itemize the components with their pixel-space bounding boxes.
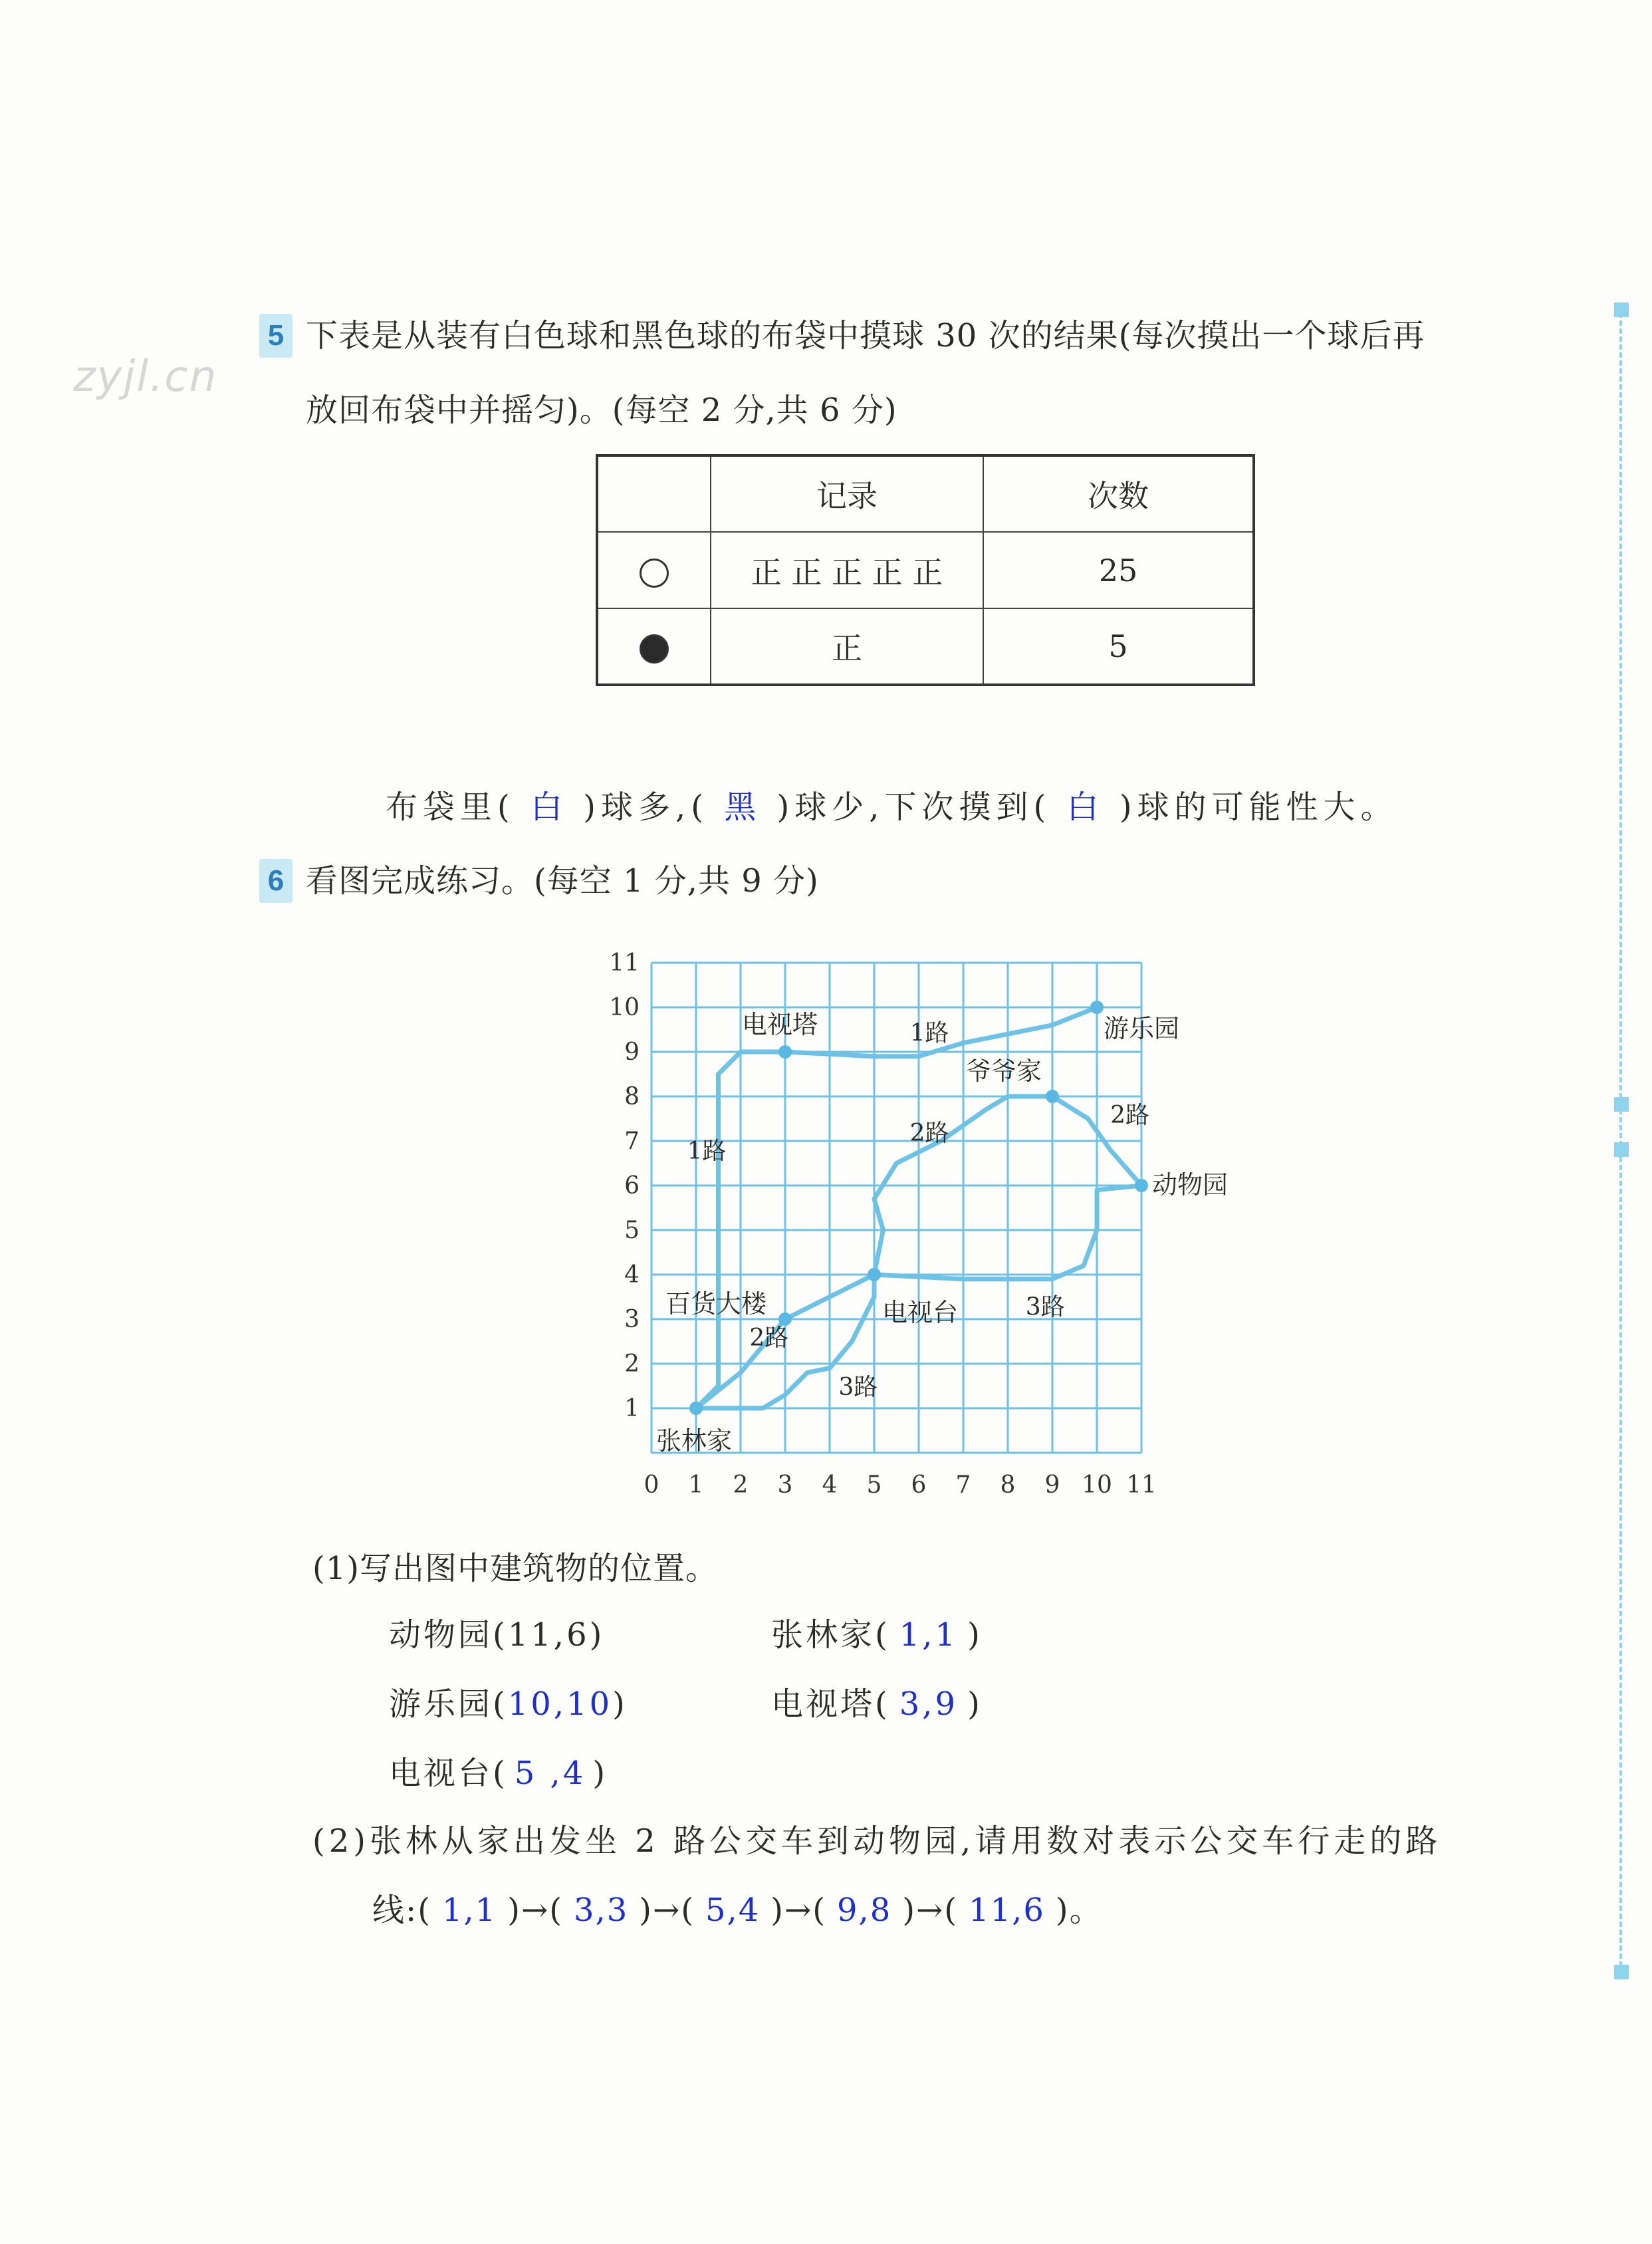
place-marker (778, 1045, 792, 1059)
position-label: 电视塔( (771, 1685, 890, 1723)
margin-marker (1614, 1965, 1629, 1979)
ball-cell (597, 532, 711, 608)
route-prefix: 线: (372, 1892, 418, 1929)
q6-sub2-line1: (2)张林从家出发坐 2 路公交车到动物园,请用数对表示公交车行走的路 (312, 1822, 1442, 1860)
question-6-number: 6 (259, 859, 293, 903)
y-tick-label: 10 (609, 994, 640, 1021)
x-tick-label: 3 (777, 1471, 793, 1499)
y-tick-label: 3 (624, 1306, 640, 1333)
table-cell-count: 25 (983, 532, 1254, 608)
answer-blank: 白 (531, 789, 568, 826)
answer-blank: 1,1 (899, 1616, 959, 1654)
answer-blank: 黑 (724, 789, 762, 826)
place-label: 动物园 (1152, 1170, 1229, 1199)
table-cell-record: 正 (711, 608, 983, 685)
place-marker (1046, 1090, 1059, 1103)
route-answer: 9,8 (836, 1892, 892, 1929)
table-cell-count: 5 (983, 608, 1254, 685)
route-close: 。 (1069, 1892, 1103, 1929)
y-axis-ticks (609, 949, 640, 1422)
x-tick-label: 1 (688, 1471, 704, 1499)
y-tick-label: 5 (624, 1217, 640, 1244)
park-position (389, 1678, 628, 1724)
zoo-position: 动物园(11,6) (389, 1616, 605, 1654)
position-label: ) (967, 1685, 983, 1723)
q5-text-line1: 下表是从装有白色球和黑色球的布袋中摸球 30 次的结果(每次摸出一个球后再 (306, 317, 1425, 354)
sentence-text: 布袋里( (386, 789, 515, 826)
table-header-cell (597, 455, 711, 532)
y-tick-label: 1 (624, 1395, 640, 1422)
zhang-position (771, 1609, 983, 1655)
place-marker (778, 1312, 792, 1326)
sentence-text: )球多,( (583, 789, 709, 826)
route-answer: 11,6 (968, 1892, 1045, 1929)
y-tick-label: 11 (609, 949, 640, 977)
q6-sub1: (1)写出图中建筑物的位置。 (312, 1550, 718, 1587)
q5-answer-sentence (386, 781, 1398, 827)
question-5-number: 5 (259, 314, 293, 358)
margin-marker (1614, 1097, 1629, 1112)
coordinate-map (598, 944, 1250, 1529)
answer-blank: 白 (1066, 789, 1104, 826)
table-cell-record: 正 正 正 正 正 (711, 532, 983, 608)
route-label: 2路 (1110, 1102, 1150, 1130)
position-label: ) (612, 1685, 628, 1723)
table-header-record: 记录 (711, 455, 983, 532)
x-tick-label: 4 (822, 1471, 838, 1499)
y-tick-label: 8 (624, 1083, 640, 1110)
position-label: ) (967, 1616, 983, 1654)
place-marker (868, 1268, 881, 1281)
x-tick-label: 2 (733, 1471, 749, 1499)
position-label: 张林家( (771, 1616, 890, 1654)
route-answer: 5,4 (705, 1892, 761, 1929)
x-tick-label: 5 (866, 1471, 882, 1499)
x-tick-label: 6 (911, 1471, 927, 1499)
place-label: 张林家 (656, 1426, 733, 1455)
position-label: ) (592, 1755, 608, 1792)
watermark: zyjl.cn (73, 352, 218, 402)
route-label: 1路 (909, 1019, 949, 1047)
place-label: 百货大楼 (665, 1289, 767, 1318)
x-tick-label: 10 (1082, 1471, 1112, 1499)
table-header-count: 次数 (983, 455, 1254, 532)
route-answer: 1,1 (441, 1892, 497, 1929)
ball-cell (597, 608, 711, 685)
x-tick-label: 0 (644, 1471, 659, 1499)
y-tick-label: 2 (624, 1350, 640, 1378)
margin-marker (1614, 303, 1629, 317)
route-label: 3路 (838, 1373, 878, 1401)
sentence-text: )球的可能性大。 (1119, 789, 1398, 826)
place-marker (1090, 1001, 1104, 1014)
tally-table (596, 454, 1255, 686)
x-tick-label: 9 (1044, 1471, 1060, 1499)
route-answer-line: 线:( 1,1 )→( 3,3 )→( 5,4 )→( 9,8 )→( 11,6 )。 (372, 1892, 1103, 1929)
answer-blank: 10,10 (507, 1685, 613, 1723)
y-tick-label: 4 (624, 1261, 640, 1289)
table-row (597, 608, 1254, 685)
black-ball-icon (640, 634, 669, 664)
x-tick-label: 11 (1126, 1471, 1157, 1499)
white-ball-icon (640, 559, 669, 588)
route-label: 3路 (1025, 1293, 1065, 1321)
sentence-text: )球少,下次摸到( (776, 789, 1052, 826)
map-grid (651, 963, 1141, 1453)
route-label: 1路 (687, 1137, 727, 1165)
station-position (389, 1747, 608, 1793)
answer-blank: 3,9 (899, 1685, 959, 1723)
position-label: 游乐园( (389, 1685, 508, 1723)
answer-blank: 5 ,4 (514, 1755, 586, 1792)
place-label: 电视台 (882, 1298, 959, 1327)
table-row (597, 532, 1254, 608)
position-label: 电视台( (389, 1755, 508, 1792)
y-tick-label: 9 (624, 1039, 640, 1066)
place-marker (1135, 1179, 1148, 1192)
y-tick-label: 7 (624, 1128, 640, 1155)
x-tick-label: 8 (1000, 1471, 1016, 1499)
margin-marker (1614, 1142, 1629, 1157)
route-answer: 3,3 (573, 1892, 629, 1929)
place-label: 电视塔 (742, 1010, 818, 1039)
q6-text-line1: 看图完成练习。(每空 1 分,共 9 分) (306, 862, 819, 900)
y-tick-label: 6 (624, 1172, 640, 1199)
table-header-row (597, 455, 1254, 532)
place-marker (689, 1402, 703, 1415)
place-label: 游乐园 (1104, 1014, 1180, 1043)
place-label: 爷爷家 (966, 1057, 1042, 1086)
x-axis-ticks (644, 1471, 1157, 1499)
tower-position (771, 1678, 983, 1724)
x-tick-label: 7 (955, 1471, 971, 1499)
route-label: 2路 (749, 1324, 789, 1352)
q5-text-line2: 放回布袋中并摇匀)。(每空 2 分,共 6 分) (306, 392, 897, 429)
route-label: 2路 (909, 1120, 949, 1147)
